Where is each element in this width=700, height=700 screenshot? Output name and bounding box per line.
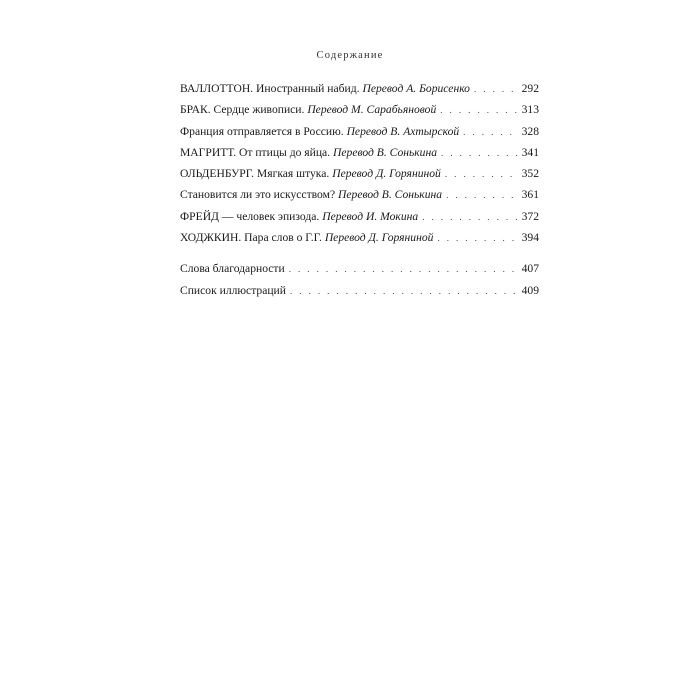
toc-entry-translator: Перевод И. Мокина — [322, 209, 419, 223]
toc-entry-translator: Перевод В. Ахтырской — [346, 124, 460, 138]
toc-entry — [180, 121, 539, 142]
toc-entry-text — [180, 163, 441, 184]
section-spacer — [180, 248, 539, 258]
toc-entry-text — [180, 184, 442, 205]
toc-heading: Содержание — [316, 50, 384, 61]
toc-entry-title: Становится ли это искусством? — [180, 188, 336, 202]
table-of-contents — [180, 78, 539, 301]
toc-entry-title: ВАЛЛОТТОН. Иностранный набид. — [180, 82, 360, 95]
dot-leader — [474, 79, 518, 100]
dot-leader — [445, 164, 518, 185]
toc-entry-translator: Перевод Д. Горяниной — [332, 167, 441, 181]
toc-entry-page: 409 — [521, 283, 539, 297]
dot-leader — [446, 185, 518, 206]
toc-entry-page: 292 — [521, 82, 539, 95]
dot-leader — [463, 122, 517, 143]
toc-entry-page: 352 — [521, 167, 539, 181]
toc-entry-text — [180, 78, 470, 99]
toc-entry-translator: Перевод В. Сонькина — [338, 188, 443, 202]
toc-entry-translator: Перевод А. Борисенко — [362, 82, 470, 95]
toc-entry-title: МАГРИТТ. От птицы до яйца. — [180, 145, 331, 159]
toc-entry-text — [180, 99, 436, 120]
toc-entry-page: 394 — [521, 231, 539, 245]
dot-leader — [289, 259, 518, 280]
toc-entry — [180, 184, 539, 205]
toc-entry-title: Франция отправляется в Россию. — [180, 124, 344, 138]
toc-entry — [180, 227, 539, 248]
toc-entry — [180, 99, 539, 120]
toc-entry-page: 361 — [521, 188, 539, 202]
toc-entry-title: Слова благодарности — [180, 262, 285, 276]
toc-entry-page: 407 — [521, 262, 539, 276]
toc-entry-title: БРАК. Сердце живописи. — [180, 103, 305, 117]
dot-leader — [422, 207, 517, 228]
toc-entry — [180, 206, 539, 227]
dot-leader — [441, 143, 518, 164]
toc-entry-text — [180, 121, 459, 142]
toc-entry-page: 328 — [521, 124, 539, 138]
toc-entry-title: ФРЕЙД — человек эпизода. — [180, 209, 320, 223]
toc-entry-title: Список иллюстраций — [180, 283, 286, 297]
dot-leader — [290, 281, 518, 302]
toc-entry-title: ОЛЬДЕНБУРГ. Мягкая штука. — [180, 167, 330, 181]
toc-entry-translator: Перевод Д. Горяниной — [324, 231, 434, 245]
toc-entry-text — [180, 227, 433, 248]
toc-back-matter-entry — [180, 258, 539, 279]
toc-entry-translator: Перевод В. Сонькина — [333, 145, 438, 159]
toc-back-matter-entry — [180, 280, 539, 301]
toc-entry-text — [180, 142, 437, 163]
toc-entry-text — [180, 206, 418, 227]
toc-entry-title: ХОДЖКИН. Пара слов о Г.Г. — [180, 231, 322, 245]
toc-entry-page: 313 — [521, 103, 539, 117]
toc-entry — [180, 163, 539, 184]
dot-leader — [440, 100, 517, 121]
toc-entry — [180, 142, 539, 163]
toc-entry-page: 341 — [521, 145, 539, 159]
toc-entry — [180, 78, 539, 99]
dot-leader — [437, 228, 517, 249]
toc-entry-page: 372 — [521, 209, 539, 223]
toc-entry-translator: Перевод М. Сарабьяновой — [307, 103, 437, 117]
